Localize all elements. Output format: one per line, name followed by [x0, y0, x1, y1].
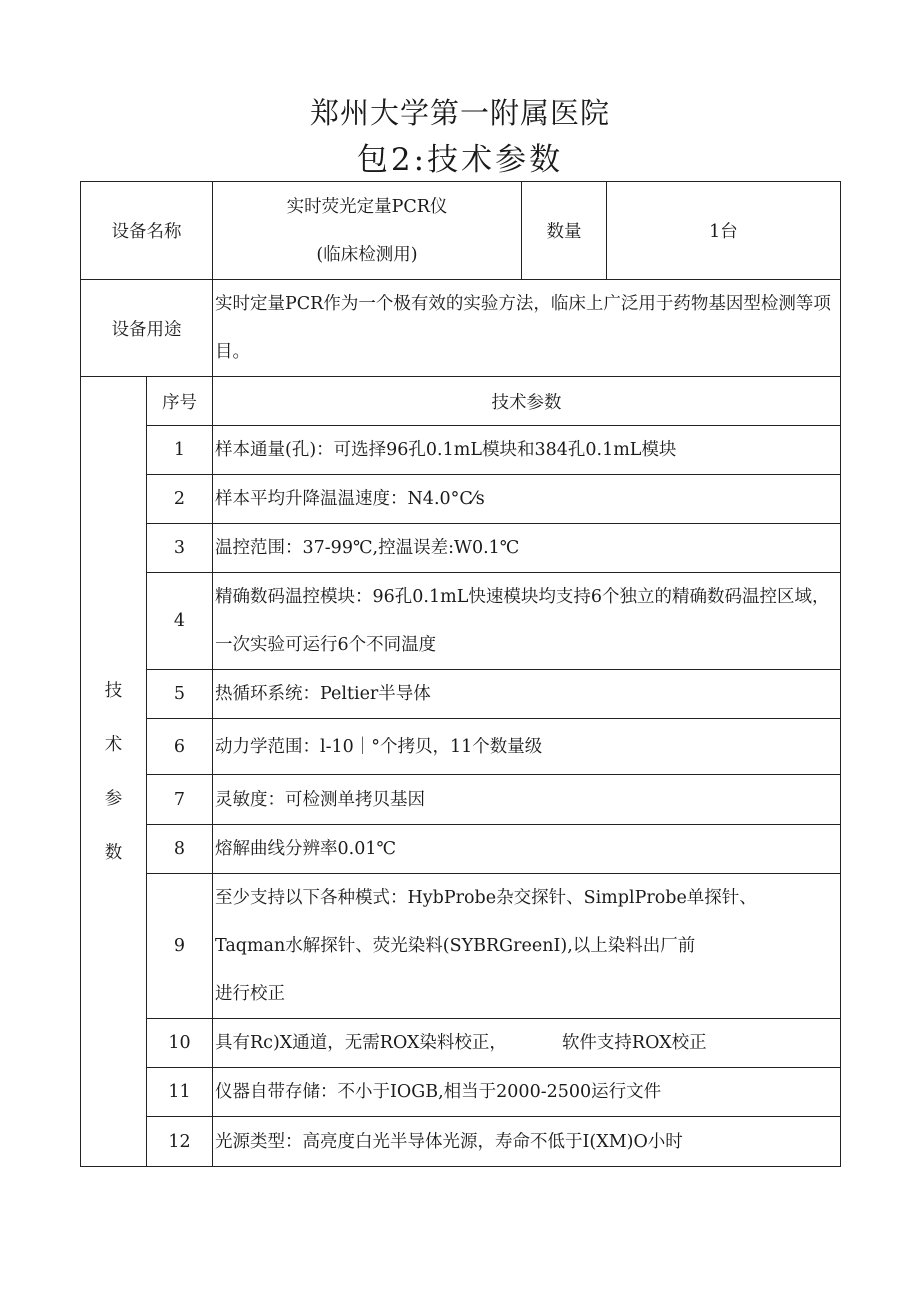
params-section-label [81, 377, 147, 1167]
row-no: 6 [147, 719, 213, 775]
quantity-label: 数量 [522, 182, 607, 280]
section-char: 参 [104, 788, 123, 809]
table-row [81, 670, 841, 719]
row-text: 样本通量(孔)：可选择96孔0.1mL模块和384孔0.1mL模块 [213, 426, 841, 475]
section-char: 数 [104, 842, 123, 863]
section-char: 技 [104, 680, 123, 701]
row-text: 热循环系统：Peltier半导体 [213, 670, 841, 719]
hospital-title: 郑州大学第一附属医院 [309, 96, 610, 130]
row-text: 温控范围：37-99℃,控温误差:W0.1℃ [213, 524, 841, 573]
table-row [81, 475, 841, 524]
device-name-line1: 实时荧光定量PCR仪 [286, 196, 448, 217]
row-no: 9 [147, 874, 213, 1019]
row-text-line: 至少支持以下各种模式：HybProbe杂交探针、SimplProbe单探针、 [215, 888, 757, 908]
spec-table [80, 181, 841, 1167]
row-no: 1 [147, 426, 213, 475]
row-text: 样本平均升降温温速度：N4.0°C⁄s [213, 475, 841, 524]
table-row [81, 1019, 841, 1068]
table-row [81, 426, 841, 475]
table-row [81, 524, 841, 573]
device-name-row [81, 182, 841, 280]
quantity-value: 1台 [607, 182, 841, 280]
row-text: 仪器自带存储：不小于IOGB,相当于2000-2500运行文件 [213, 1068, 841, 1117]
row-no: 5 [147, 670, 213, 719]
table-row [81, 775, 841, 825]
device-use-row [81, 280, 841, 377]
col-no-header: 序号 [147, 377, 213, 426]
row-no: 3 [147, 524, 213, 573]
row-no: 11 [147, 1068, 213, 1117]
row-text [213, 1019, 841, 1068]
device-name-label: 设备名称 [81, 182, 213, 280]
row-text-line: 进行校正 [215, 984, 285, 1004]
package-title: 包2:技术参数 [356, 142, 564, 178]
row-text-line: Taqman水解探针、荧光染料(SYBRGreenI),以上染料出厂前 [215, 936, 696, 956]
row-text: 精确数码温控模块：96孔0.1mL快速模块均支持6个独立的精确数码温控区域，一次实验可运行6个不同温度 [213, 573, 841, 670]
row-no: 4 [147, 573, 213, 670]
row-no: 2 [147, 475, 213, 524]
table-row [81, 1117, 841, 1167]
row-text: 动力学范围：l-10｜°个拷贝，11个数量级 [213, 719, 841, 775]
table-row [81, 719, 841, 775]
row-text [213, 874, 841, 1019]
section-char: 术 [104, 734, 123, 755]
row-text-part: 软件支持ROX校正 [561, 1033, 707, 1053]
row-no: 8 [147, 825, 213, 874]
row-no: 12 [147, 1117, 213, 1167]
row-text-part: 具有Rc)X通道，无需ROX染料校正， [215, 1033, 507, 1053]
table-row [81, 874, 841, 1019]
row-text: 熔解曲线分辨率0.01℃ [213, 825, 841, 874]
device-use-label: 设备用途 [81, 280, 213, 377]
table-row [81, 573, 841, 670]
col-param-header: 技术参数 [213, 377, 841, 426]
params-header-row [81, 377, 841, 426]
table-row [81, 1068, 841, 1117]
device-name-line2: (临床检测用) [316, 244, 418, 265]
row-no: 10 [147, 1019, 213, 1068]
row-text: 灵敏度：可检测单拷贝基因 [213, 775, 841, 825]
row-no: 7 [147, 775, 213, 825]
row-text: 光源类型：高亮度白光半导体光源，寿命不低于I(XM)O小时 [213, 1117, 841, 1167]
device-name-value [213, 182, 522, 280]
device-use-text: 实时定量PCR作为一个极有效的实验方法，临床上广泛用于药物基因型检测等项目。 [213, 280, 841, 377]
table-row [81, 825, 841, 874]
